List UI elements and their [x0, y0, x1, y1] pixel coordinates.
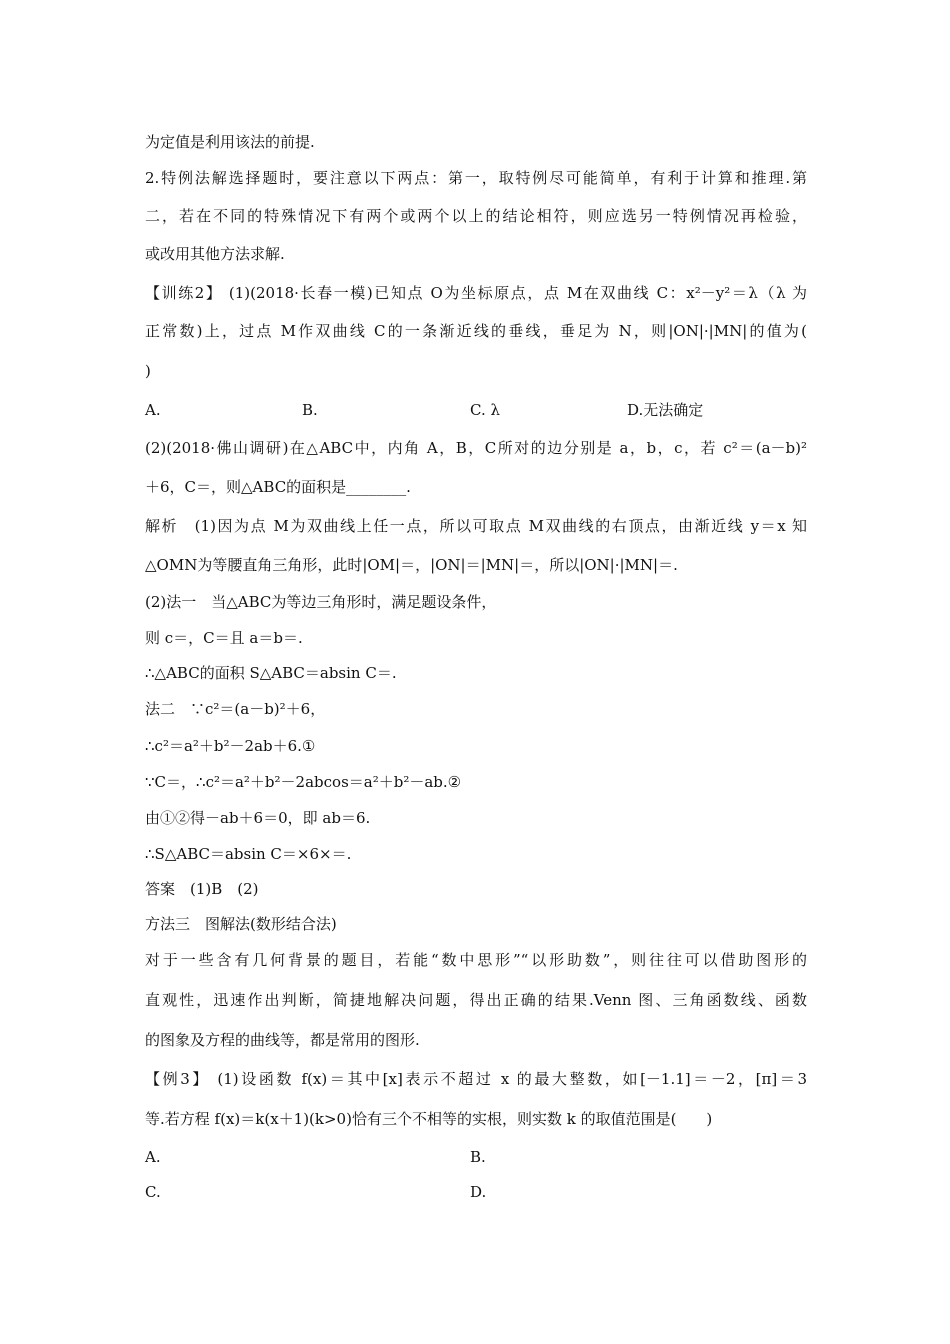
- text-line: (2)法一 当△ABC为等边三角形时，满足题设条件，: [145, 593, 497, 611]
- text-line: ): [145, 362, 151, 380]
- method-heading: 方法三 图解法(数形结合法): [145, 915, 337, 933]
- option-b: B.: [470, 1148, 486, 1166]
- text-line: ∴c²＝a²＋b²－2ab＋6.①: [145, 737, 316, 755]
- text-line: 法二 ∵c²＝(a－b)²＋6，: [145, 700, 326, 718]
- solution-heading: 解析 (1)因为点 M为双曲线上任一点，所以可取点 M双曲线的右顶点，由渐近线 y＝x 知: [145, 517, 807, 535]
- text-line: △OMN为等腰直角三角形，此时|OM|＝，|ON|＝|MN|＝，所以|ON|·|MN|＝.: [145, 556, 678, 574]
- problem-heading-example3: 【例3】 (1)设函数 f(x)＝其中[x]表示不超过 x 的最大整数，如[－1.1]＝－2，[π]＝3: [145, 1070, 807, 1088]
- text-line: 二，若在不同的特殊情况下有两个或两个以上的结论相符，则应选另一特例情况再检验，: [145, 207, 807, 225]
- problem-heading-training2: 【训练2】 (1)(2018·长春一模)已知点 O为坐标原点，点 M在双曲线 C：x²－y²＝λ（λ 为: [145, 284, 807, 302]
- option-d: D.: [470, 1183, 487, 1201]
- option-a: A.: [145, 401, 161, 419]
- text-line: ∴△ABC的面积 S△ABC＝absin C＝.: [145, 664, 397, 682]
- option-a: A.: [145, 1148, 161, 1166]
- text-line: (2)(2018·佛山调研)在△ABC中，内角 A，B，C所对的边分别是 a，b，c，若 c²＝(a－b)²: [145, 439, 807, 457]
- option-b: B.: [302, 401, 318, 419]
- text-line: 或改用其他方法求解.: [145, 245, 285, 263]
- option-d: D.无法确定: [627, 401, 704, 419]
- text-line: 正常数)上，过点 M作双曲线 C的一条渐近线的垂线，垂足为 N，则|ON|·|MN|的值为(: [145, 322, 807, 340]
- text-line: ＋6，C＝，则△ABC的面积是________.: [145, 478, 411, 496]
- option-c: C.: [145, 1183, 161, 1201]
- option-c: C. λ: [470, 401, 500, 419]
- text-line: 为定值是利用该法的前提.: [145, 133, 315, 151]
- answer-line: 答案 (1)B (2): [145, 880, 259, 898]
- text-line: 等.若方程 f(x)＝k(x＋1)(k>0)恰有三个不相等的实根，则实数 k 的取值范围是( ): [145, 1110, 713, 1128]
- text-line: 的图象及方程的曲线等，都是常用的图形.: [145, 1031, 420, 1049]
- text-line: ∵C＝，∴c²＝a²＋b²－2abcos＝a²＋b²－ab.②: [145, 773, 462, 791]
- text-line: 2.特例法解选择题时，要注意以下两点：第一，取特例尽可能简单，有利于计算和推理.第: [145, 169, 807, 187]
- text-line: 则 c＝，C＝且 a＝b＝.: [145, 629, 303, 647]
- text-line: 由①②得－ab＋6＝0，即 ab＝6.: [145, 809, 371, 827]
- text-line: 直观性，迅速作出判断，简捷地解决问题，得出正确的结果.Venn 图、三角函数线、函数: [145, 991, 807, 1009]
- text-line: ∴S△ABC＝absin C＝×6×＝.: [145, 845, 352, 863]
- text-line: 对于一些含有几何背景的题目，若能“数中思形”“以形助数”，则往往可以借助图形的: [145, 951, 807, 969]
